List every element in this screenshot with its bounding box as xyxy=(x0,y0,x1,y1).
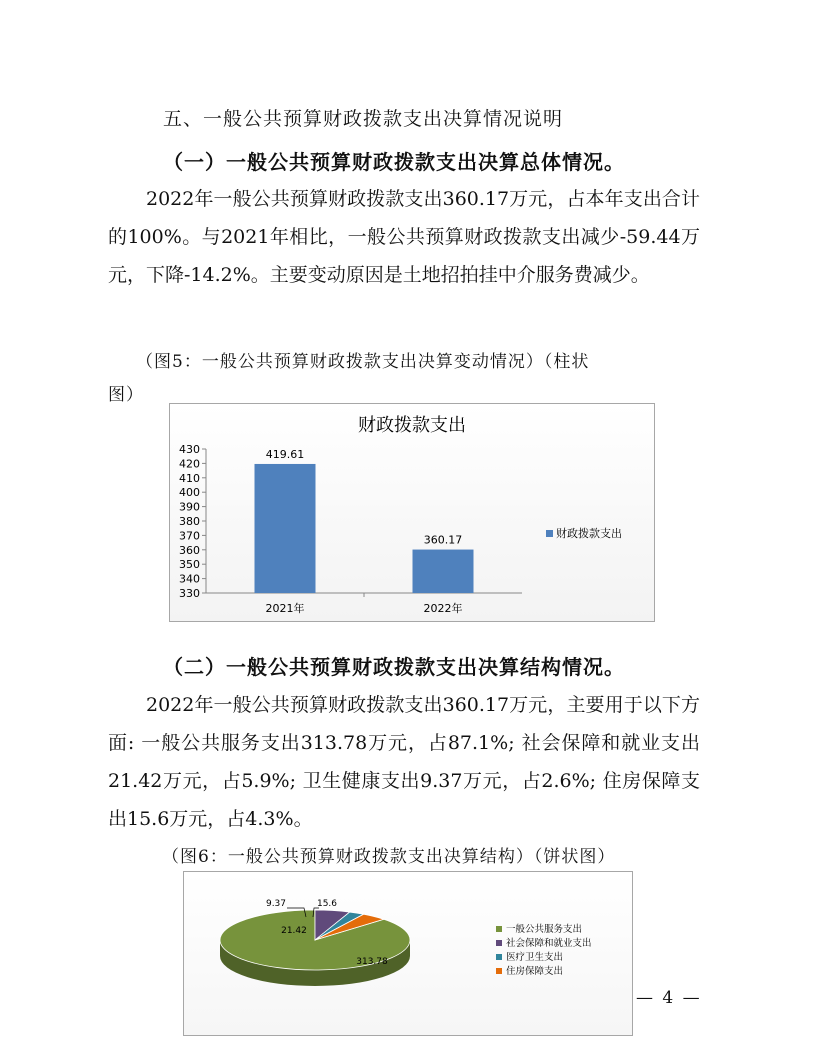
pie-chart-container xyxy=(183,871,633,1036)
pie-data-label: 9.37 xyxy=(265,899,287,909)
bar-legend-swatch xyxy=(546,530,553,537)
bar-data-label: 360.17 xyxy=(423,533,463,547)
pie-legend-label: 社会保障和就业支出 xyxy=(506,938,592,949)
pie-chart xyxy=(184,872,632,1035)
bar-y-tick-label: 420 xyxy=(179,457,200,471)
bar-y-tick-label: 360 xyxy=(179,543,200,557)
pie-data-label: 21.42 xyxy=(281,926,307,936)
bar-legend-label: 财政拨款支出 xyxy=(556,527,622,540)
pie-legend-label: 一般公共服务支出 xyxy=(506,924,583,935)
bar-y-tick-label: 410 xyxy=(179,471,200,485)
pie-data-label: 313.78 xyxy=(356,957,388,967)
bar-y-tick-label: 370 xyxy=(179,529,200,543)
pie-legend-swatch xyxy=(496,968,502,974)
paragraph-structure-text: 2022年一般公共预算财政拨款支出360.17万元，主要用于以下方面: 一般公共服务支出313.78万元，占87.1%; 社会保障和就业支出21.42万元，占5.9%; 卫生健康支出9.37万元，占2.6%; 住房保障支出15.6万元，占4.3%。 xyxy=(108,694,700,830)
pie-legend-label: 住房保障支出 xyxy=(506,966,564,977)
bar-x-tick-label: 2021年 xyxy=(265,602,305,615)
paragraph-structure xyxy=(108,686,700,838)
page-number: — 4 — xyxy=(636,988,702,1008)
bar xyxy=(255,464,316,593)
bar-y-tick-label: 350 xyxy=(179,558,200,572)
pie-legend-swatch xyxy=(496,926,502,932)
section-title: 五、一般公共预算财政拨款支出决算情况说明 xyxy=(163,108,564,130)
pie-legend-swatch xyxy=(496,954,502,960)
pie-legend-label: 医疗卫生支出 xyxy=(506,952,564,963)
bar-data-label: 419.61 xyxy=(265,447,305,461)
bar xyxy=(413,550,474,593)
figure6-caption: （图6：一般公共预算财政拨款支出决算结构）（饼状图） xyxy=(162,847,616,867)
bar-y-tick-label: 380 xyxy=(179,515,200,528)
bar-y-tick-label: 330 xyxy=(179,587,200,600)
bar-y-tick-label: 340 xyxy=(179,572,200,586)
subsection-title-structure: （二）一般公共预算财政拨款支出决算结构情况。 xyxy=(163,655,625,679)
subsection-title-overall: （一）一般公共预算财政拨款支出决算总体情况。 xyxy=(163,150,625,174)
pie-data-label: 15.6 xyxy=(316,899,338,909)
bar-chart-title: 财政拨款支出 xyxy=(358,415,466,436)
bar-y-tick-label: 390 xyxy=(179,500,200,514)
paragraph-overall xyxy=(108,180,700,294)
bar-chart xyxy=(170,404,654,621)
bar-chart-container xyxy=(169,403,655,622)
bar-y-tick-label: 400 xyxy=(179,486,200,500)
figure5-caption: （图5：一般公共预算财政拨款支出决算变动情况）（柱状 xyxy=(136,352,590,372)
bar-y-tick-label: 430 xyxy=(179,443,200,456)
pie-legend-swatch xyxy=(496,940,502,946)
bar-x-tick-label: 2022年 xyxy=(423,602,463,615)
paragraph-overall-text: 2022年一般公共预算财政拨款支出360.17万元，占本年支出合计的100%。与2021年相比，一般公共预算财政拨款支出减少-59.44万元，下降-14.2%。主要变动原因是土地招拍挂中介服务费减少。 xyxy=(108,188,700,286)
figure5-caption-cont: 图） xyxy=(108,385,144,405)
